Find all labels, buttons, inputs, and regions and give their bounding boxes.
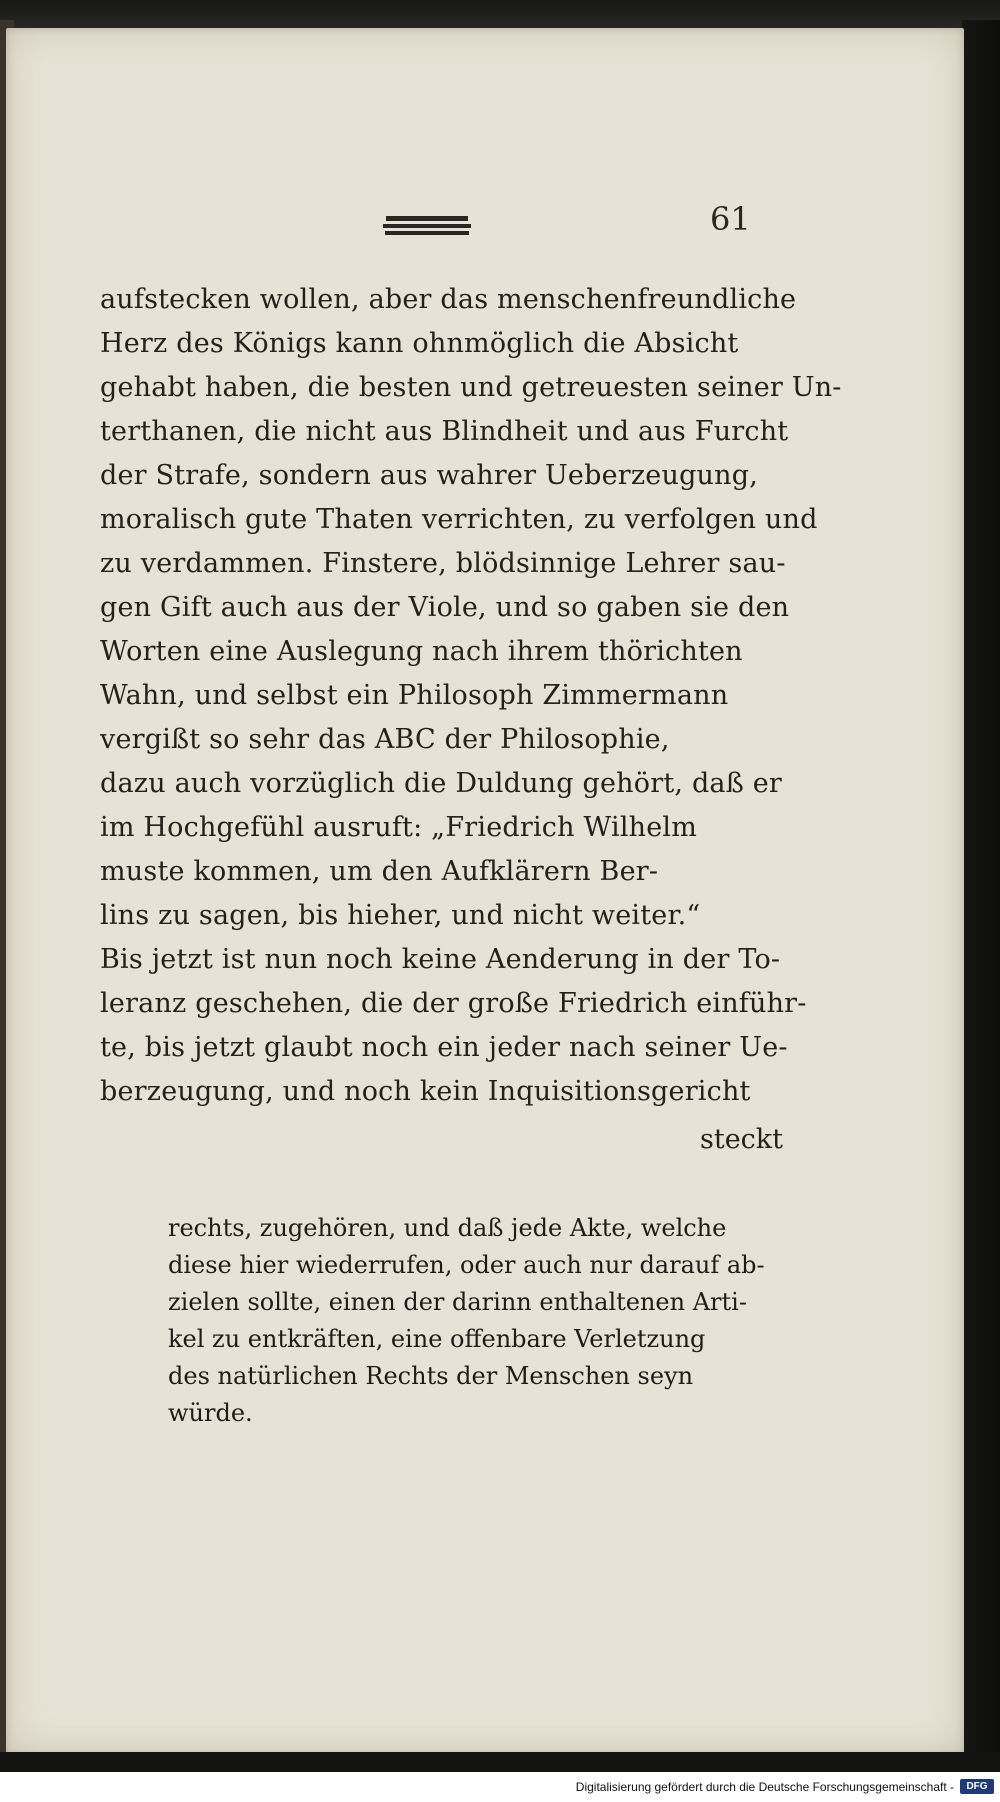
text-line: lins zu sagen, bis hieher, und nicht weiter.“ bbox=[100, 900, 701, 931]
footnote-line: zielen sollte, einen der darinn enthaltenen Arti- bbox=[168, 1288, 747, 1316]
text-line: terthanen, die nicht aus Blindheit und aus Furcht bbox=[100, 416, 789, 447]
text-line: vergißt so sehr das ABC der Philosophie, bbox=[100, 724, 670, 755]
book-bottom-edge bbox=[0, 1752, 1000, 1772]
footnote-line: rechts, zugehören, und daß jede Akte, welche bbox=[168, 1214, 727, 1242]
text-line: aufstecken wollen, aber das menschenfreundliche bbox=[100, 284, 797, 315]
footnote-block bbox=[168, 1210, 778, 1432]
text-line: leranz geschehen, die der große Friedrich einführ- bbox=[100, 988, 807, 1019]
text-line: der Strafe, sondern aus wahrer Ueberzeugung, bbox=[100, 460, 758, 491]
text-line: te, bis jetzt glaubt noch ein jeder nach seiner Ue- bbox=[100, 1032, 788, 1063]
page-number: 61 bbox=[710, 200, 751, 238]
main-text-block bbox=[100, 278, 842, 1114]
book-right-edge bbox=[962, 20, 1000, 1770]
footnote-line: kel zu entkräften, eine offenbare Verletzung bbox=[168, 1325, 706, 1353]
text-line: dazu auch vorzüglich die Duldung gehört, daß er bbox=[100, 768, 783, 799]
footnote-line: würde. bbox=[168, 1399, 253, 1427]
footnote-line: diese hier wiederrufen, oder auch nur darauf ab- bbox=[168, 1251, 765, 1279]
catchword: steckt bbox=[700, 1124, 784, 1155]
text-line: moralisch gute Thaten verrichten, zu verfolgen und bbox=[100, 504, 818, 535]
text-line: Herz des Königs kann ohnmöglich die Absicht bbox=[100, 328, 739, 359]
text-line: Bis jetzt ist nun noch keine Aenderung in der To- bbox=[100, 944, 781, 975]
header-ornament bbox=[383, 216, 471, 242]
text-line: Worten eine Auslegung nach ihrem thörichten bbox=[100, 636, 743, 667]
text-line: Wahn, und selbst ein Philosoph Zimmermann bbox=[100, 680, 729, 711]
text-line: berzeugung, und noch kein Inquisitionsgericht bbox=[100, 1076, 751, 1107]
text-line: zu verdammen. Finstere, blödsinnige Lehrer sau- bbox=[100, 548, 786, 579]
text-line: im Hochgefühl ausruft: „Friedrich Wilhelm bbox=[100, 812, 698, 843]
text-line: gen Gift auch aus der Viole, und so gaben sie den bbox=[100, 592, 790, 623]
footer-credit: Digitalisierung gefördert durch die Deutsche Forschungsgemeinschaft - bbox=[575, 1780, 954, 1794]
text-line: gehabt haben, die besten und getreuesten seiner Un- bbox=[100, 372, 842, 403]
footnote-line: des natürlichen Rechts der Menschen seyn bbox=[168, 1362, 694, 1390]
dfg-logo: DFG bbox=[960, 1779, 994, 1794]
text-line: muste kommen, um den Aufklärern Ber- bbox=[100, 856, 659, 887]
